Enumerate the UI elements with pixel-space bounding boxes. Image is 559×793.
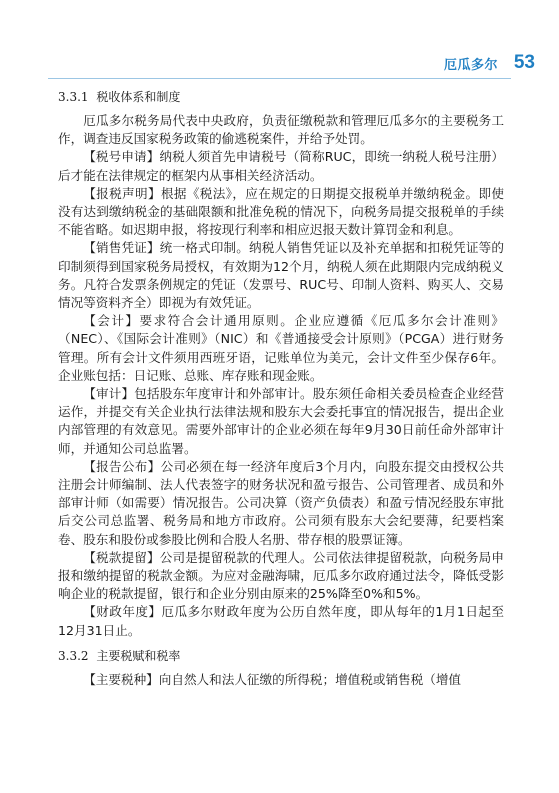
section-title: 主要税赋和税率 (96, 648, 181, 663)
header-rule (48, 78, 511, 79)
section-title: 税收体系和制度 (96, 90, 181, 104)
running-header-country: 厄瓜多尔 (443, 58, 498, 73)
section-heading-3-3-1 (58, 89, 504, 105)
page-body (58, 89, 504, 689)
page-number: 53 (513, 52, 535, 73)
paragraph-report-publication: 【报告公布】公司必须在每一经济年度后3个月内，向股东提交由授权公共注册会计师编制、法人代表签字的财务状况和盈亏报告、公司管理者、成员和外部审计师（如需要）情况报告。公司决算（资产负债表）和盈亏情况经股东审批后交公司总监署、税务局和地方市政府。公司须有股东大会纪要薄，纪要档案卷、股东和股份或参股比例和合股人名册、带存根的股票证簿。 (58, 458, 504, 547)
paragraph-intro: 厄瓜多尔税务局代表中央政府，负责征缴税款和管理厄瓜多尔的主要税务工作，调查违反国家税务政策的偷逃税案件，并给予处罚。 (58, 113, 504, 147)
section-number: 3.3.1 (58, 90, 89, 104)
paragraph-accounting: 【会计】要求符合会计通用原则。企业应遵循《厄瓜多尔会计准则》（NEC）、《国际会计准则》（NIC）和《普通接受会计原则》（PCGA）进行财务管理。所有会计文件须用西班牙语，记账单位为美元，会计文件至少保存6年。企业账包括：日记账、总账、库存账和现金账。 (58, 313, 504, 383)
section-number: 3.3.2 (58, 648, 89, 663)
section-heading-3-3-2 (58, 648, 504, 664)
paragraph-audit: 【审计】包括股东年度审计和外部审计。股东须任命相关委员检查企业经营运作，并提交有关企业执行法律法规和股东大会委托事宜的情况报告，提出企业内部管理的有效意见。需要外部审计的企业必须在每年9月30日前任命外部审计师，并通知公司总监署。 (58, 386, 504, 456)
paragraph-main-taxes: 【主要税种】向自然人和法人征缴的所得税；增值税或销售税（增值 (83, 671, 461, 687)
paragraph-tax-number: 【税号申请】纳税人须首先申请税号（简称RUC，即统一纳税人税号注册）后才能在法律规定的框架内从事相关经济活动。 (58, 149, 504, 183)
paragraph-tax-declaration: 【报税声明】根据《税法》，应在规定的日期提交报税单并缴纳税金。即使没有达到缴纳税金的基础限额和批准免税的情况下，向税务局提交报税单的手续不能省略。如迟期申报，将按现行利率和相应迟报天数计算罚金和利息。 (58, 185, 504, 238)
paragraph-sales-voucher: 【销售凭证】统一格式印制。纳税人销售凭证以及补充单据和扣税凭证等的印制须得到国家税务局授权，有效期为12个月，纳税人须在此期限内完成纳税义务。凡符合发票条例规定的凭证（发票号、RUC号、印制人资料、购买人、交易情况等资料齐全）即视为有效凭证。 (58, 240, 504, 311)
paragraph-fiscal-year: 【财政年度】厄瓜多尔财政年度为公历自然年度，即从每年的1月1日起至12月31日止。 (58, 604, 504, 638)
paragraph-tax-withholding: 【税款提留】公司是提留税款的代理人。公司依法律提留税款，向税务局申报和缴纳提留的税款金额。为应对金融海啸，厄瓜多尔政府通过法令，降低受影响企业的税款提留，银行和企业分别由原来的25%降至0%和5%。 (58, 549, 504, 602)
